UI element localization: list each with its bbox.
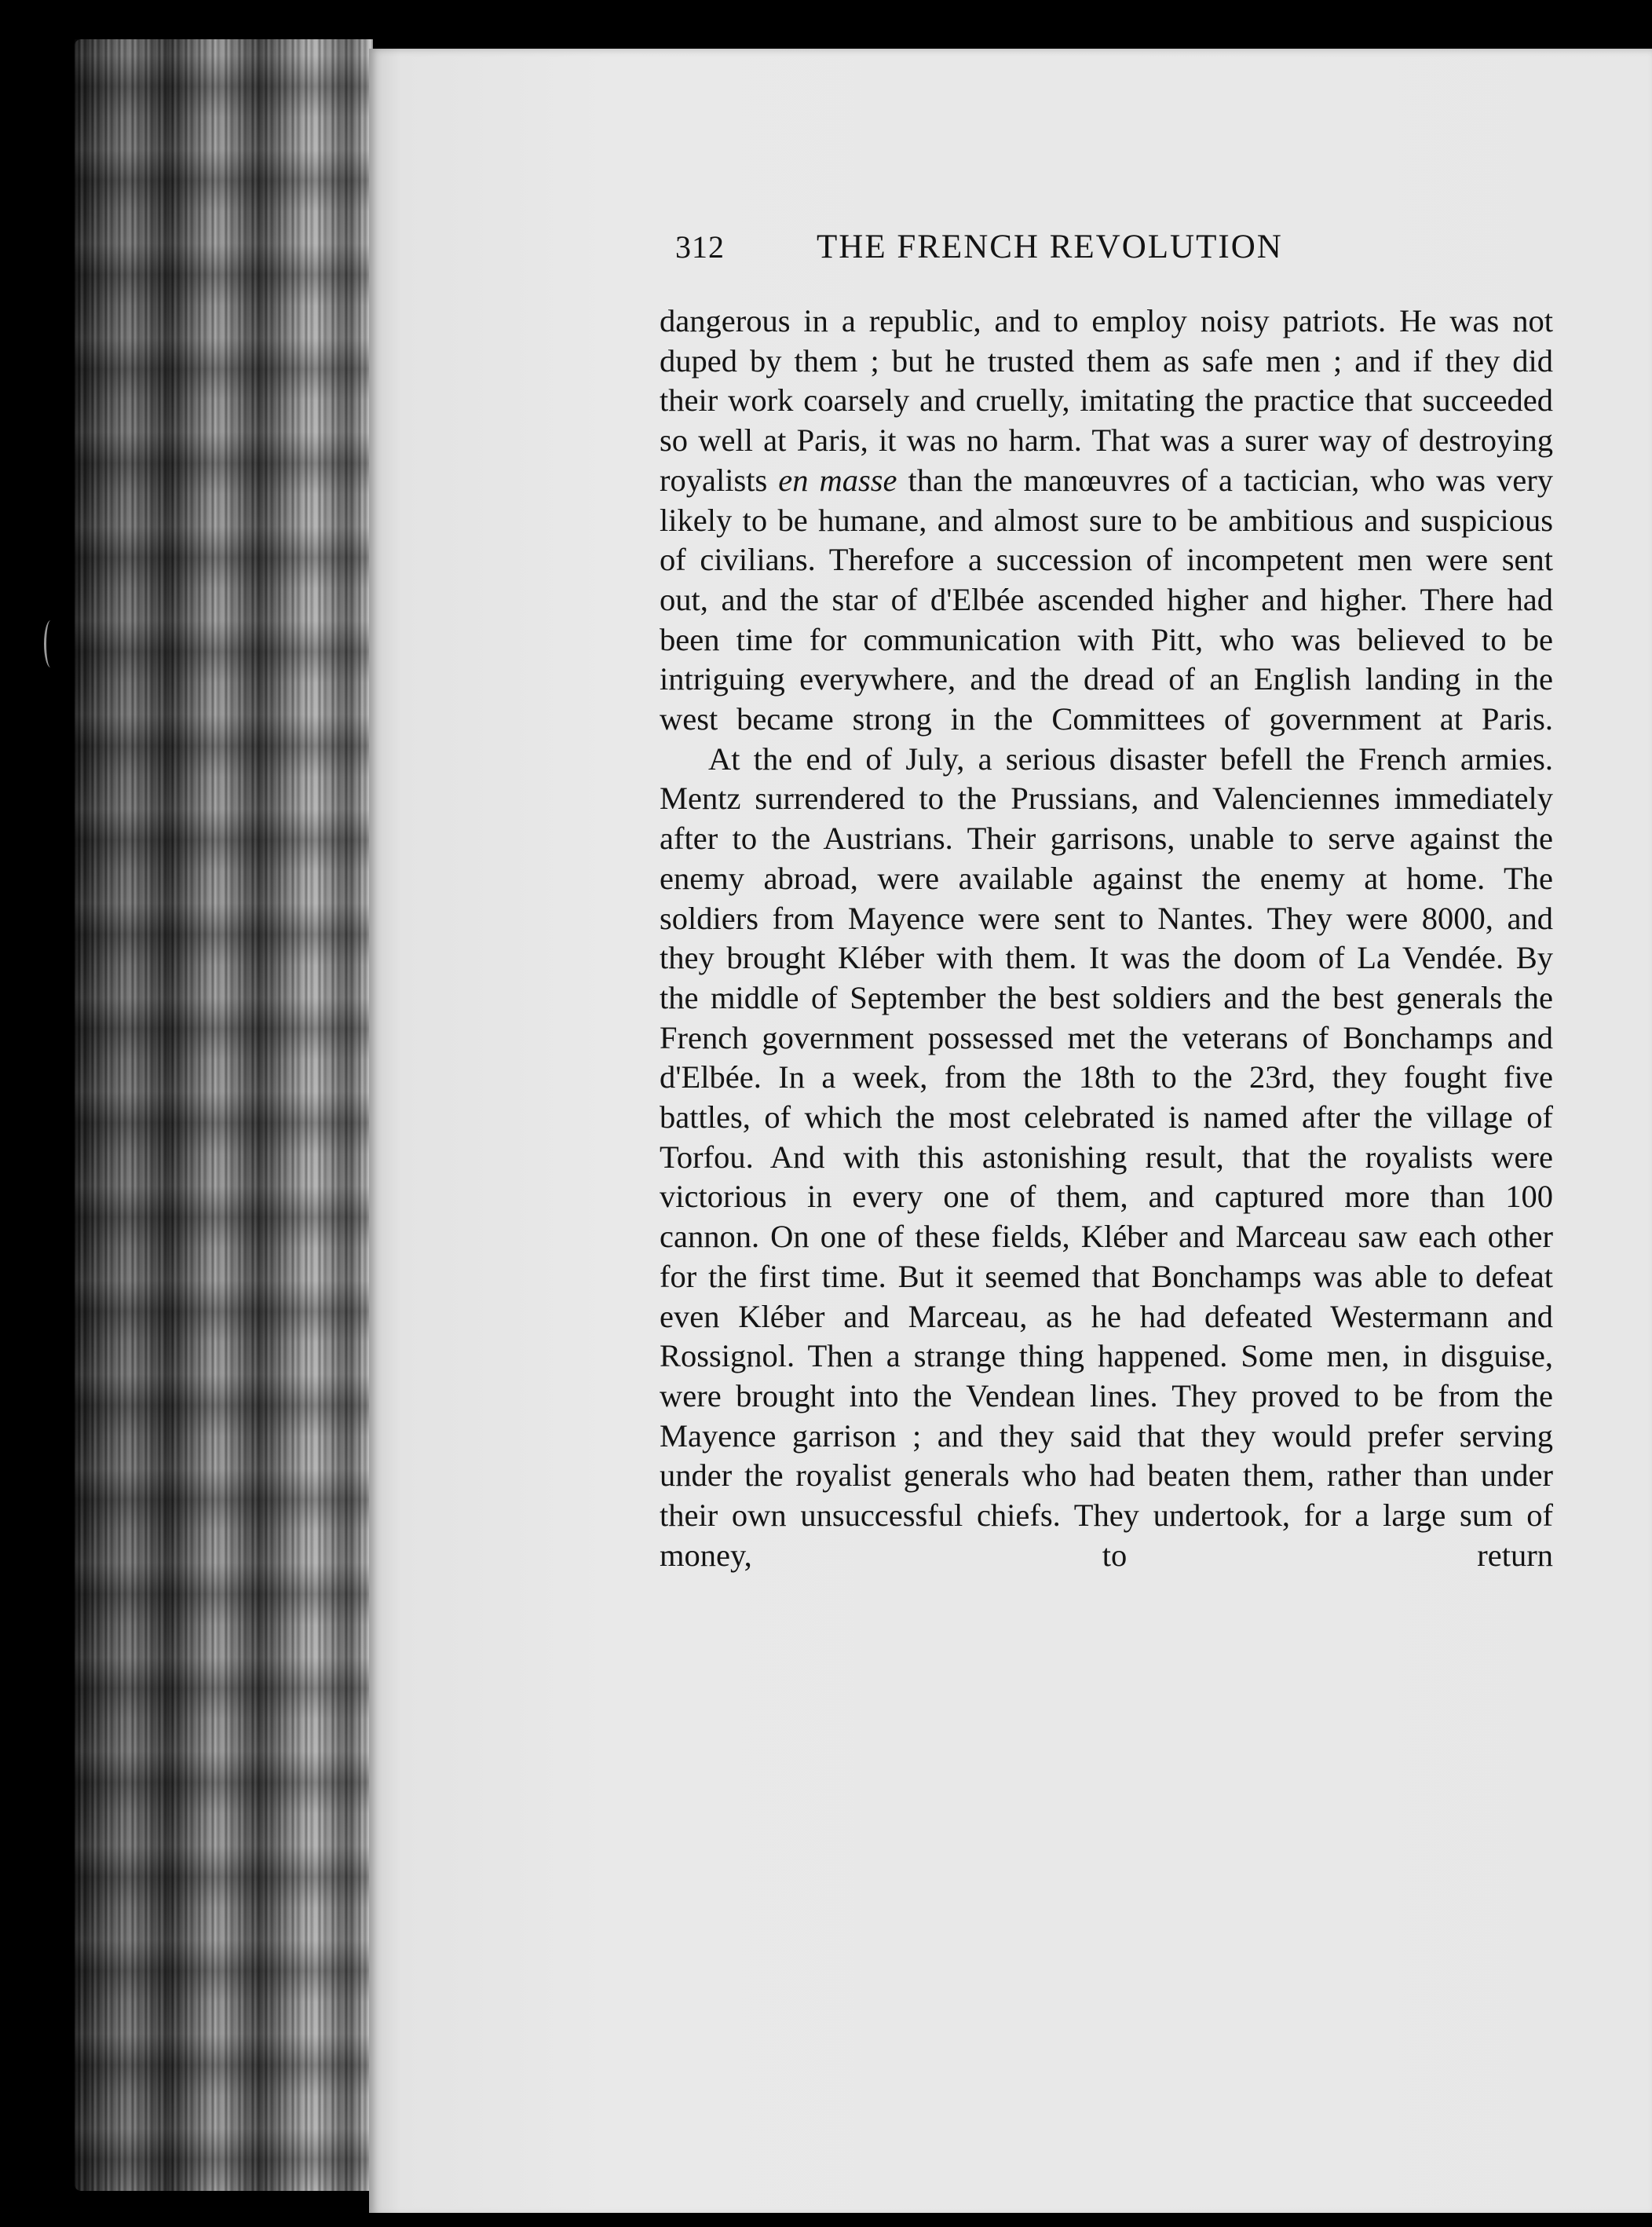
paragraph-1: dangerous in a republic, and to employ noisy patriots. He was not duped by them ; but he trusted them as safe men ; and if they did their work coarsely and cruelly, imitating the practice that succeeded so well at Paris, it was no harm. That was a surer way of destroying royalists en masse than the manœuvres of a tactician, who was very likely to be humane, and almost sure to be ambitious and suspicious of civilians. Therefore a succession of incompetent men were sent out, and the star of d'Elbée ascended higher and higher. There had been time for communication with Pitt, who was believed to be intriguing everywhere, and the dread of an English landing in the west became strong in the Committees of government at Paris. [660,303,1553,737]
paragraph-2: At the end of July, a serious disaster befell the French armies. Mentz surrendered to the Prussians, and Valenciennes immediately after to the Austrians. Their garrisons, unable to serve against the enemy abroad, were available against the enemy at home. The soldiers from Mayence were sent to Nantes. They were 8000, and they brought Kléber with them. It was the doom of La Vendée. By the middle of September the best soldiers and the best generals the French government possessed met the veterans of Bonchamps and d'Elbée. In a week, from the 18th to the 23rd, they fought five battles, of which the most celebrated is named after the village of Torfou. And with this astonishing result, that the royalists were victorious in every one of them, and captured more than 100 cannon. On one of these fields, Kléber and Marceau saw each other for the first time. But it seemed that Bonchamps was able to defeat even Kléber and Marceau, as he had defeated Westermann and Rossignol. Then a strange thing happened. Some men, in disguise, were brought into the Vendean lines. They proved to be from the Mayence garrison ; and they said that they would prefer serving under the royalist generals who had beaten them, rather than under their own unsuccessful chiefs. They undertook, for a large sum of money, to return [660,741,1553,1573]
body-text [660,302,1553,1576]
running-title: THE FRENCH REVOLUTION [817,229,1283,265]
margin-mark [44,620,57,667]
page-bottom-edge [369,2213,1652,2227]
running-head [675,228,1553,291]
italic-phrase: en masse [778,462,897,498]
book-fore-edge [75,39,373,2191]
page-text-block [660,228,1553,1576]
page-sheet [369,49,1652,2216]
page-number: 312 [675,229,725,265]
